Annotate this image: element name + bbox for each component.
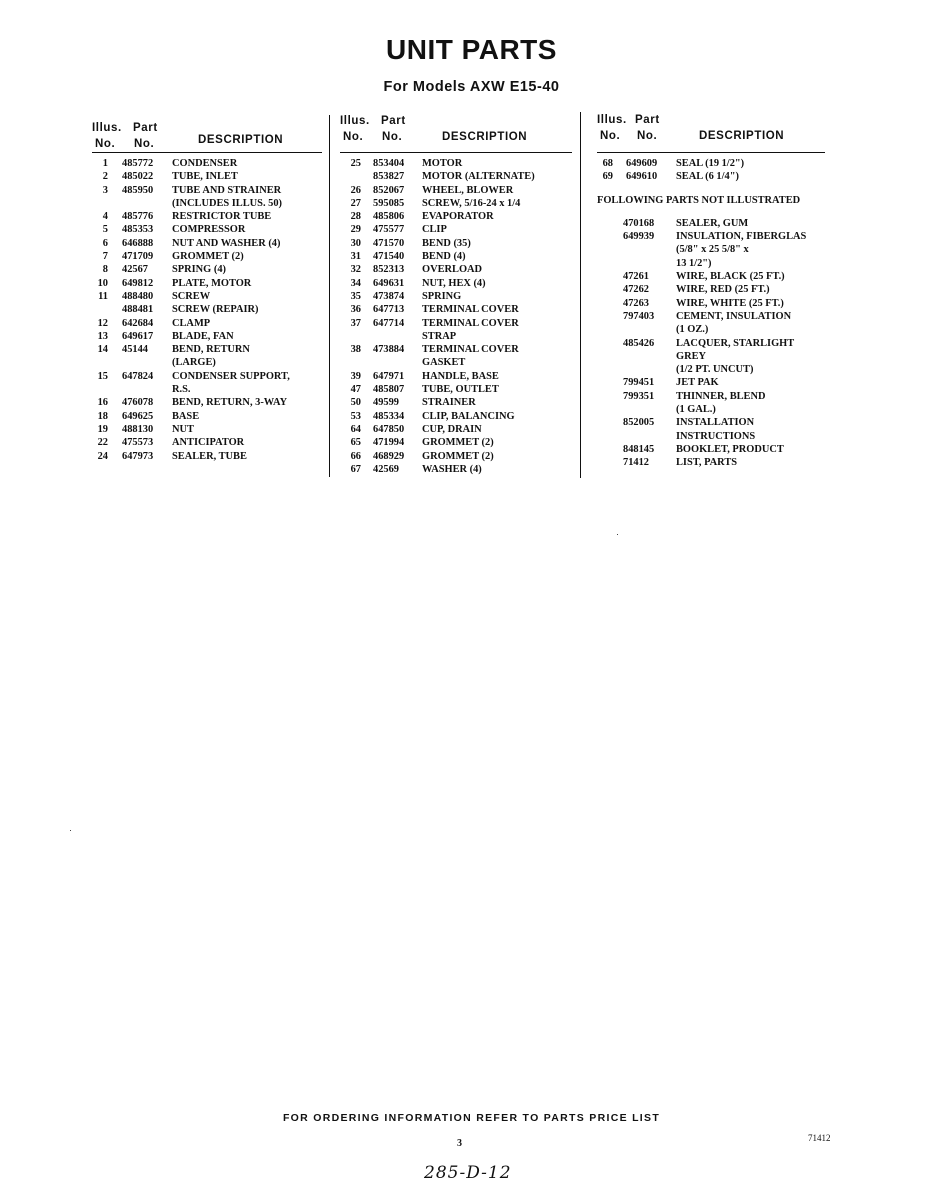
part-row: [92, 410, 322, 423]
part-description: WIRE, BLACK (25 FT.): [676, 271, 785, 283]
part-row: [92, 250, 322, 263]
part-number: 71412: [623, 457, 649, 469]
illus-number: 34: [350, 277, 361, 289]
illus-header: Illus.: [597, 114, 627, 126]
part-row: [92, 330, 322, 343]
illus-header: Illus.: [340, 115, 370, 127]
part-description: MOTOR: [422, 158, 463, 169]
part-row: [92, 210, 322, 223]
illus-number: 26: [350, 184, 361, 196]
description-header: DESCRIPTION: [442, 131, 528, 143]
part-description: (5/8" x 25 5/8" x: [676, 244, 749, 256]
illus-number: 18: [97, 410, 108, 422]
part-description: WIRE, RED (25 FT.): [676, 284, 770, 296]
part-description: RESTRICTOR TUBE: [172, 211, 272, 223]
part-row: [340, 223, 572, 236]
part-row: [92, 343, 322, 356]
part-row: [92, 423, 322, 436]
illus-number: 27: [350, 197, 361, 209]
part-row: [340, 410, 572, 423]
scan-speck: [70, 830, 71, 831]
part-description: INSTRUCTIONS: [676, 430, 756, 442]
part-description: CLIP, BALANCING: [422, 410, 515, 422]
part-description: NUT AND WASHER (4): [172, 237, 281, 249]
part-description: SCREW: [172, 290, 211, 302]
part-description: WHEEL, BLOWER: [422, 184, 514, 196]
parts-list: [340, 153, 572, 476]
part-number: 485807: [373, 384, 405, 396]
illus-number: 5: [102, 224, 108, 236]
part-row: [92, 303, 322, 316]
part-description: BEND (4): [422, 251, 466, 263]
part-row: [92, 356, 322, 369]
illus-number: 7: [102, 251, 108, 263]
part-row: [597, 257, 825, 270]
handwritten-note: 285-D-12: [424, 1163, 512, 1183]
illus-number: 25: [350, 158, 361, 169]
illus-number: 67: [350, 463, 361, 475]
part-row: [340, 317, 572, 330]
part-description: HANDLE, BASE: [422, 370, 499, 382]
part-description: CLIP: [422, 224, 447, 236]
part-row: [92, 223, 322, 236]
part-row: [597, 297, 825, 310]
part-description: NUT, HEX (4): [422, 277, 486, 289]
part-row: [597, 217, 825, 230]
part-no-header: No.: [134, 138, 155, 150]
part-row: [597, 350, 825, 363]
part-number: 649812: [122, 277, 154, 289]
document-number: 71412: [808, 1133, 831, 1143]
description-header: DESCRIPTION: [198, 134, 284, 146]
part-number: 853404: [373, 158, 405, 169]
part-description: BLADE, FAN: [172, 330, 234, 342]
part-description: JET PAK: [676, 377, 719, 389]
part-number: 471540: [373, 251, 405, 263]
part-row: [92, 277, 322, 290]
part-number: 485806: [373, 211, 405, 223]
part-description: PLATE, MOTOR: [172, 277, 252, 289]
part-description: LACQUER, STARLIGHT: [676, 337, 795, 349]
illus-number: 2: [102, 171, 108, 183]
part-no-header: No.: [382, 131, 403, 143]
part-number: 468929: [373, 450, 405, 462]
part-number: 488481: [122, 304, 154, 316]
part-number: 47261: [623, 271, 649, 283]
part-description: WIRE, WHITE (25 FT.): [676, 297, 784, 309]
parts-column-3: [597, 112, 825, 470]
part-row: [597, 443, 825, 456]
part-row: [340, 330, 572, 343]
part-number: 647713: [373, 304, 405, 316]
part-row: [92, 170, 322, 183]
part-row: [340, 450, 572, 463]
part-row: [340, 396, 572, 409]
part-description: BEND, RETURN, 3-WAY: [172, 397, 288, 409]
illus-number: 10: [97, 277, 108, 289]
part-row: [340, 263, 572, 276]
illus-number: 15: [97, 370, 108, 382]
part-row: [92, 383, 322, 396]
part-description: SEALER, TUBE: [172, 450, 247, 462]
part-description: CEMENT, INSULATION: [676, 310, 792, 322]
part-description: SCREW, 5/16-24 x 1/4: [422, 197, 521, 209]
part-description: ANTICIPATOR: [172, 437, 245, 449]
part-number: 485950: [122, 184, 154, 196]
part-number: 848145: [623, 443, 655, 455]
illus-number: 28: [350, 211, 361, 223]
part-number: 647850: [373, 423, 405, 435]
part-number: 647973: [122, 450, 154, 462]
part-number: 646888: [122, 237, 154, 249]
part-number: 799351: [623, 390, 655, 402]
part-number: 797403: [623, 310, 655, 322]
parts-list: [92, 153, 322, 463]
illus-no-header: No.: [95, 138, 116, 150]
illus-number: 66: [350, 450, 361, 462]
part-row: [597, 390, 825, 403]
illus-number: 69: [602, 171, 613, 183]
part-number: 649631: [373, 277, 405, 289]
part-number: 471709: [122, 251, 154, 263]
part-description: INSTALLATION: [676, 417, 755, 429]
illus-number: 31: [350, 251, 361, 263]
column-header: [92, 112, 322, 153]
part-row: [597, 403, 825, 416]
part-row: [92, 263, 322, 276]
part-description: TUBE AND STRAINER: [172, 184, 282, 196]
page-subtitle: For Models AXW E15-40: [383, 79, 560, 95]
part-row: [92, 237, 322, 250]
part-description: GASKET: [422, 357, 466, 369]
column-divider: [580, 112, 581, 478]
part-description: BASE: [172, 410, 200, 422]
part-number: 642684: [122, 317, 154, 329]
part-row: [340, 170, 572, 183]
part-description: MOTOR (ALTERNATE): [422, 171, 535, 183]
part-number: 49599: [373, 397, 399, 409]
part-description: SEAL (6 1/4"): [676, 171, 739, 183]
part-number: 485772: [122, 158, 154, 169]
part-number: 485776: [122, 211, 154, 223]
part-description: GROMMET (2): [422, 437, 494, 449]
illus-no-header: No.: [600, 130, 621, 142]
illus-number: 3: [102, 184, 108, 196]
part-number: 649625: [122, 410, 154, 422]
part-row: [92, 197, 322, 210]
part-row: [340, 436, 572, 449]
part-no-header: No.: [637, 130, 658, 142]
part-row: [597, 430, 825, 443]
part-number: 853827: [373, 171, 405, 183]
part-number: 485353: [122, 224, 154, 236]
part-number: 852313: [373, 264, 405, 276]
part-row: [597, 230, 825, 243]
part-row: [597, 416, 825, 429]
part-description: GREY: [676, 350, 707, 362]
part-row: [597, 323, 825, 336]
part-row: [340, 210, 572, 223]
parts-list-not-illustrated: [597, 217, 825, 470]
part-number: 649617: [122, 330, 154, 342]
illus-number: 53: [350, 410, 361, 422]
part-row: [340, 303, 572, 316]
part-header: Part: [133, 122, 158, 134]
part-number: 488130: [122, 423, 154, 435]
part-number: 471570: [373, 237, 405, 249]
part-description: WASHER (4): [422, 463, 482, 475]
part-row: [340, 463, 572, 476]
illus-number: 6: [102, 237, 108, 249]
part-row: [340, 184, 572, 197]
part-number: 647824: [122, 370, 154, 382]
illus-number: 1: [102, 158, 108, 169]
column-divider: [329, 115, 330, 477]
illus-number: 37: [350, 317, 361, 329]
part-number: 799451: [623, 377, 655, 389]
part-description: (1 OZ.): [676, 324, 709, 336]
part-description: CONDENSER SUPPORT,: [172, 370, 290, 382]
illus-number: 32: [350, 264, 361, 276]
part-description: STRAP: [422, 330, 457, 342]
illus-number: 65: [350, 437, 361, 449]
part-row: [597, 310, 825, 323]
part-row: [340, 290, 572, 303]
part-description: NUT: [172, 423, 194, 435]
parts-column-1: [92, 112, 322, 463]
part-description: TUBE, INLET: [172, 171, 238, 183]
part-row: [92, 317, 322, 330]
illus-number: 19: [97, 423, 108, 435]
not-illustrated-label: FOLLOWING PARTS NOT ILLUSTRATED: [597, 194, 801, 206]
part-description: BEND, RETURN: [172, 344, 250, 356]
part-header: Part: [381, 115, 406, 127]
parts-column-2: [340, 112, 572, 476]
part-row: [597, 456, 825, 469]
part-number: 471994: [373, 437, 405, 449]
page-number: 3: [457, 1138, 462, 1149]
part-row: [92, 184, 322, 197]
part-row: [92, 290, 322, 303]
part-row: [597, 376, 825, 389]
part-description: (INCLUDES ILLUS. 50): [172, 197, 282, 209]
illus-header: Illus.: [92, 122, 122, 134]
parts-list: [597, 153, 825, 184]
part-number: 649610: [626, 171, 658, 183]
part-number: 42569: [373, 463, 399, 475]
illus-number: 29: [350, 224, 361, 236]
illus-number: 12: [97, 317, 108, 329]
part-row: [340, 383, 572, 396]
part-description: TUBE, OUTLET: [422, 384, 499, 396]
illus-number: 11: [98, 290, 108, 302]
illus-number: 35: [350, 290, 361, 302]
part-number: 475577: [373, 224, 405, 236]
part-row: [597, 243, 825, 256]
part-description: SEAL (19 1/2"): [676, 158, 745, 169]
part-description: GROMMET (2): [172, 251, 244, 263]
part-number: 475573: [122, 437, 154, 449]
part-number: 470168: [623, 217, 655, 229]
part-number: 42567: [122, 264, 148, 276]
illus-number: 30: [350, 237, 361, 249]
part-number: 476078: [122, 397, 154, 409]
part-number: 647714: [373, 317, 405, 329]
illus-number: 8: [102, 264, 108, 276]
part-description: SPRING (4): [172, 264, 226, 276]
part-description: OVERLOAD: [422, 264, 483, 276]
part-row: [597, 283, 825, 296]
part-description: GROMMET (2): [422, 450, 494, 462]
part-number: 473874: [373, 290, 405, 302]
part-description: BOOKLET, PRODUCT: [676, 443, 784, 455]
illus-number: 14: [97, 344, 108, 356]
part-description: SEALER, GUM: [676, 217, 749, 229]
part-number: 485022: [122, 171, 154, 183]
part-description: (1 GAL.): [676, 404, 716, 416]
illus-number: 16: [97, 397, 108, 409]
part-row: [92, 370, 322, 383]
part-description: SCREW (REPAIR): [172, 304, 259, 316]
part-description: CUP, DRAIN: [422, 423, 482, 435]
part-row: [340, 197, 572, 210]
part-number: 852067: [373, 184, 405, 196]
part-description: STRAINER: [422, 397, 476, 409]
part-description: TERMINAL COVER: [422, 304, 519, 316]
illus-number: 47: [350, 384, 361, 396]
part-row: [597, 170, 825, 183]
part-row: [340, 370, 572, 383]
part-header: Part: [635, 114, 660, 126]
part-number: 485426: [623, 337, 655, 349]
part-number: 47262: [623, 284, 649, 296]
part-row: [340, 237, 572, 250]
illus-number: 24: [97, 450, 108, 462]
column-header: [340, 112, 572, 153]
illus-number: 64: [350, 423, 361, 435]
illus-number: 38: [350, 344, 361, 356]
part-row: [340, 356, 572, 369]
part-row: [597, 157, 825, 170]
column-header: [597, 112, 825, 153]
description-header: DESCRIPTION: [699, 130, 785, 142]
illus-number: 39: [350, 370, 361, 382]
illus-number: 36: [350, 304, 361, 316]
part-row: [340, 250, 572, 263]
part-description: (LARGE): [172, 357, 216, 369]
scan-speck: [617, 534, 618, 535]
part-number: 595085: [373, 197, 405, 209]
part-description: EVAPORATOR: [422, 211, 494, 223]
part-description: (1/2 PT. UNCUT): [676, 364, 754, 376]
part-description: LIST, PARTS: [676, 457, 738, 469]
illus-no-header: No.: [343, 131, 364, 143]
part-number: 47263: [623, 297, 649, 309]
part-description: TERMINAL COVER: [422, 344, 519, 356]
part-description: INSULATION, FIBERGLAS: [676, 231, 807, 243]
part-description: CONDENSER: [172, 158, 238, 169]
part-row: [92, 450, 322, 463]
part-number: 485334: [373, 410, 405, 422]
part-description: COMPRESSOR: [172, 224, 246, 236]
part-number: 649609: [626, 158, 658, 169]
part-number: 649939: [623, 231, 655, 243]
part-row: [597, 270, 825, 283]
illus-number: 22: [97, 437, 108, 449]
part-row: [340, 423, 572, 436]
part-description: R.S.: [172, 384, 191, 396]
part-description: THINNER, BLEND: [676, 390, 766, 402]
part-number: 852005: [623, 417, 655, 429]
part-description: TERMINAL COVER: [422, 317, 519, 329]
part-description: CLAMP: [172, 317, 211, 329]
part-number: 45144: [122, 344, 148, 356]
page-title: UNIT PARTS: [386, 34, 557, 65]
ordering-footer: FOR ORDERING INFORMATION REFER TO PARTS PRICE LIST: [282, 1112, 661, 1124]
illus-number: 50: [350, 397, 361, 409]
part-row: [92, 396, 322, 409]
illus-number: 13: [97, 330, 108, 342]
part-row: [340, 277, 572, 290]
part-description: BEND (35): [422, 237, 471, 249]
part-number: 647971: [373, 370, 405, 382]
part-row: [92, 157, 322, 170]
part-row: [92, 436, 322, 449]
part-number: 488480: [122, 290, 154, 302]
illus-number: 4: [102, 211, 108, 223]
part-number: 473884: [373, 344, 405, 356]
part-description: SPRING: [422, 290, 462, 302]
part-description: 13 1/2"): [676, 257, 712, 269]
part-row: [340, 343, 572, 356]
illus-number: 68: [602, 158, 613, 169]
part-row: [597, 337, 825, 350]
part-row: [340, 157, 572, 170]
part-row: [597, 363, 825, 376]
